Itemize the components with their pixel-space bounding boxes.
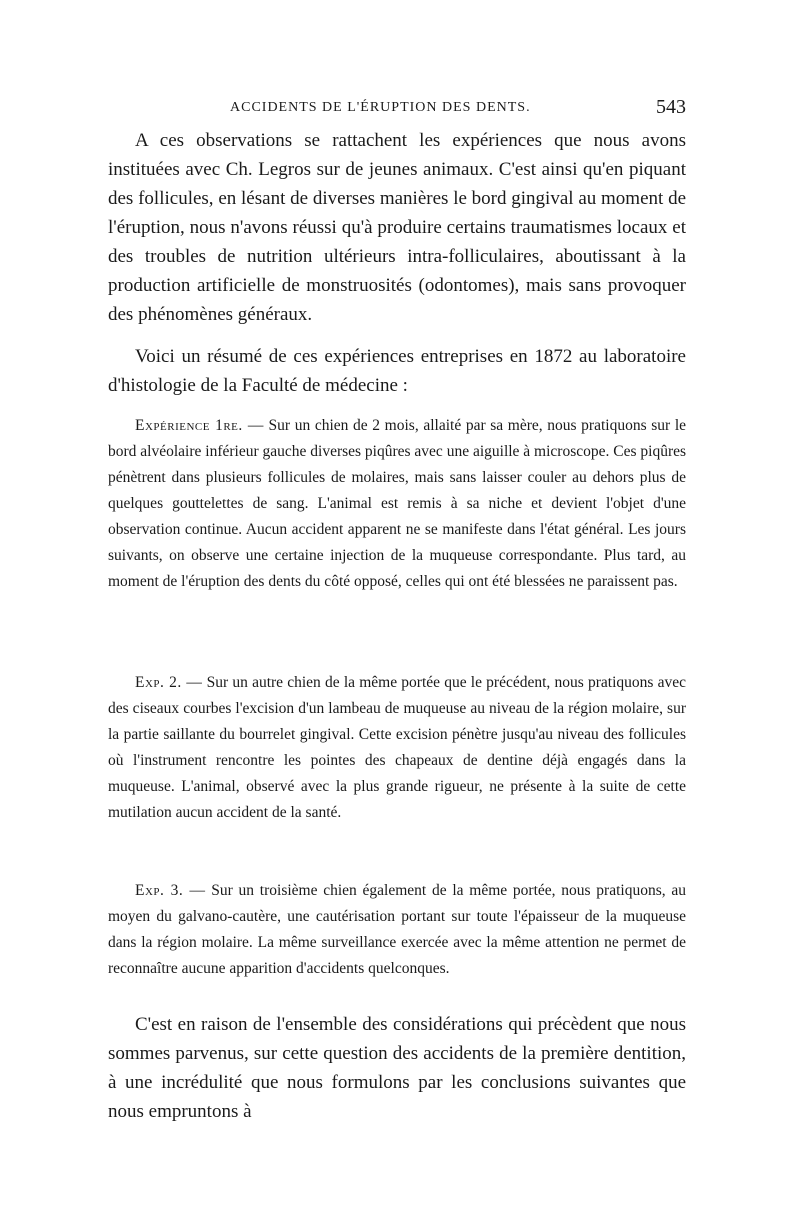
page-number: 543: [656, 96, 686, 118]
experiment-3: [108, 878, 686, 982]
paragraph-text: Voici un résumé de ces expériences entreprises en 1872 au laboratoire d'histologie de la Faculté de médecine :: [108, 346, 686, 396]
experiment-1: [108, 413, 686, 595]
paragraph-conclusion: [108, 1010, 686, 1126]
experiment-text: Sur un chien de 2 mois, allaité par sa mère, nous pratiquons sur le bord alvéolaire inférieur gauche diverses piqûres avec une aiguille à microscope. Ces piqûres pénètrent dans plusieurs follicules de molaires, mais sans laisser couler au dehors plus de quelques gouttelettes de sang. L'animal est remis à sa niche et devient l'objet d'une observation continue. Aucun accident apparent ne se manifeste dans l'état général. Les jours suivants, on observe une certaine injection de la muqueuse correspondante. Plus tard, au moment de l'éruption des dents du côté opposé, celles qui ont été blessées ne paraissent pas.: [108, 417, 687, 590]
running-head: ACCIDENTS DE L'ÉRUPTION DES DENTS.: [230, 100, 531, 115]
paragraph-text: C'est en raison de l'ensemble des considérations qui précèdent que nous sommes parvenus, sur cette question des accidents de la première dentition, à une incrédulité que nous formulons par les conclusions suivantes que nous empruntons à: [108, 1014, 686, 1122]
experiment-label: Exp. 3. —: [135, 882, 206, 899]
paragraph-resume: [108, 342, 686, 400]
paragraph-text: A ces observations se rattachent les expériences que nous avons instituées avec Ch. Legros sur de jeunes animaux. C'est ainsi qu'en piquant des follicules, en lésant de diverses manières le bord gingival au moment de l'éruption, nous n'avons réussi qu'à produire certains traumatismes locaux et des troubles de nutrition ultérieurs intra-folliculaires, aboutissant à la production artificielle de monstruosités (odontomes), mais sans provoquer des phénomènes généraux.: [108, 130, 686, 325]
experiment-2: [108, 670, 686, 826]
page-header: [108, 96, 686, 126]
experiment-text: Sur un troisième chien également de la même portée, nous pratiquons, au moyen du galvano-cautère, une cautérisation portant sur toute l'épaisseur de la muqueuse dans la région molaire. La même surveillance exercée avec la même attention ne permet de reconnaître aucune apparition d'accidents quelconques.: [108, 882, 686, 977]
paragraph-observations: [108, 126, 686, 329]
experiment-text: Sur un autre chien de la même portée que le précédent, nous pratiquons avec des ciseaux courbes l'excision d'un lambeau de muqueuse au niveau de la région molaire, sur la partie saillante du bourrelet gingival. Cette excision pénètre jusqu'au niveau des follicules où l'instrument rencontre les pointes des chapeaux de dentine déjà engagés dans la muqueuse. L'animal, observé avec la plus grande rigueur, ne présente à la suite de cette mutilation aucun accident de la santé.: [108, 674, 687, 821]
experiment-label: Expérience 1re. —: [135, 417, 264, 434]
experiment-label: Exp. 2. —: [135, 674, 203, 691]
